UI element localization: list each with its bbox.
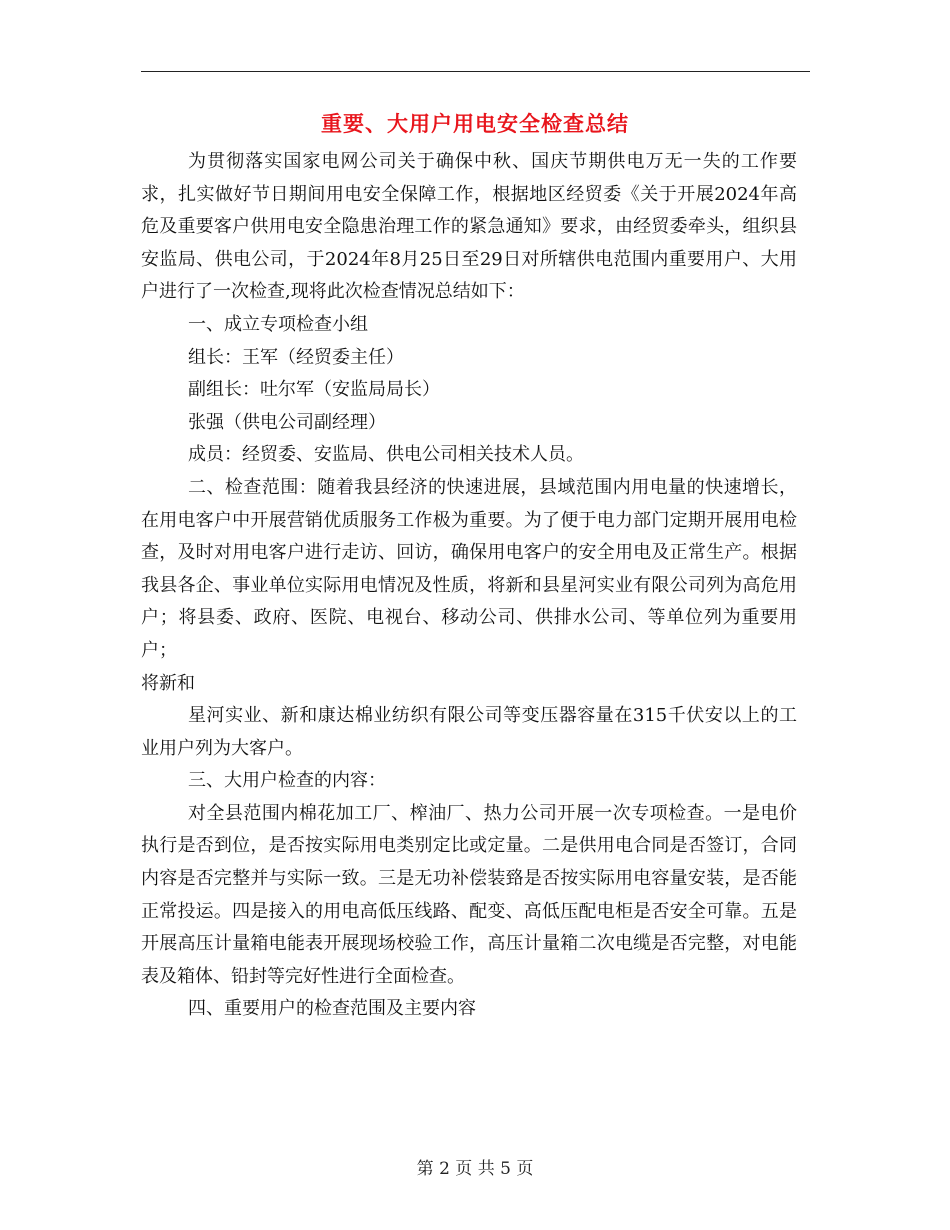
paragraph-inspection-content: 对全县范围内棉花加工厂、榨油厂、热力公司开展一次专项检查。一是电价执行是否到位，是否按实际用电类别定比或定量。二是供用电合同是否签订，合同内容是否完整并与实际一致。三是无功补偿装臵是否按实际用电容量安装，是否能正常投运。四是接入的用电高低压线路、配变、高低压配电柜是否安全可靠。五是开展高压计量箱电能表开展现场校验工作，高压计量箱二次电缆是否完整，对电能表及箱体、铅封等完好性进行全面检查。 [141, 802, 797, 987]
members-line: 成员：经贸委、安监局、供电公司相关技术人员。 [188, 444, 584, 466]
section-heading-4: 四、重要用户的检查范围及主要内容 [188, 998, 476, 1020]
header-rule [141, 71, 810, 72]
leader-line: 组长：王军（经贸委主任） [188, 346, 404, 368]
deputy-leader-line: 副组长：吐尔军（安监局局长） [188, 379, 440, 401]
paragraph-intro: 为贯彻落实国家电网公司关于确保中秋、国庆节期供电万无一失的工作要求，扎实做好节日期间用电安全保障工作，根据地区经贸委《关于开展2024年高危及重要客户供用电安全隐患治理工作的紧急通知》要求，由经贸委牵头，组织县安监局、供电公司，于2024年8月25日至29日对所辖供电范围内重要用户、大用户进行了一次检查,现将此次检查情况总结如下： [141, 151, 797, 303]
paragraph-scope: 二、检查范围：随着我县经济的快速进展，县域范围内用电量的快速增长，在用电客户中开展营销优质服务工作极为重要。为了便于电力部门定期开展用电检查，及时对用电客户进行走访、回访，确保用电客户的安全用电及正常生产。根据我县各企、事业单位实际用电情况及性质，将新和县星河实业有限公司列为高危用户；将县委、政府、医院、电视台、移动公司、供排水公司、等单位列为重要用户； [141, 476, 797, 661]
deputy-leader-line-2: 张强（供电公司副经理） [188, 411, 386, 433]
page-number: 第 2 页 共 5 页 [416, 1159, 534, 1179]
section-heading-3: 三、大用户检查的内容： [188, 770, 386, 792]
paragraph-scope-tail: 将新和 [141, 672, 195, 694]
paragraph-large-customers: 星河实业、新和康达棉业纺织有限公司等变压器容量在315千伏安以上的工业用户列为大客户。 [141, 705, 797, 759]
document-title: 重要、大用户用电安全检查总结 [321, 111, 629, 136]
document-body [141, 146, 797, 1026]
section-heading-1: 一、成立专项检查小组 [188, 313, 368, 335]
